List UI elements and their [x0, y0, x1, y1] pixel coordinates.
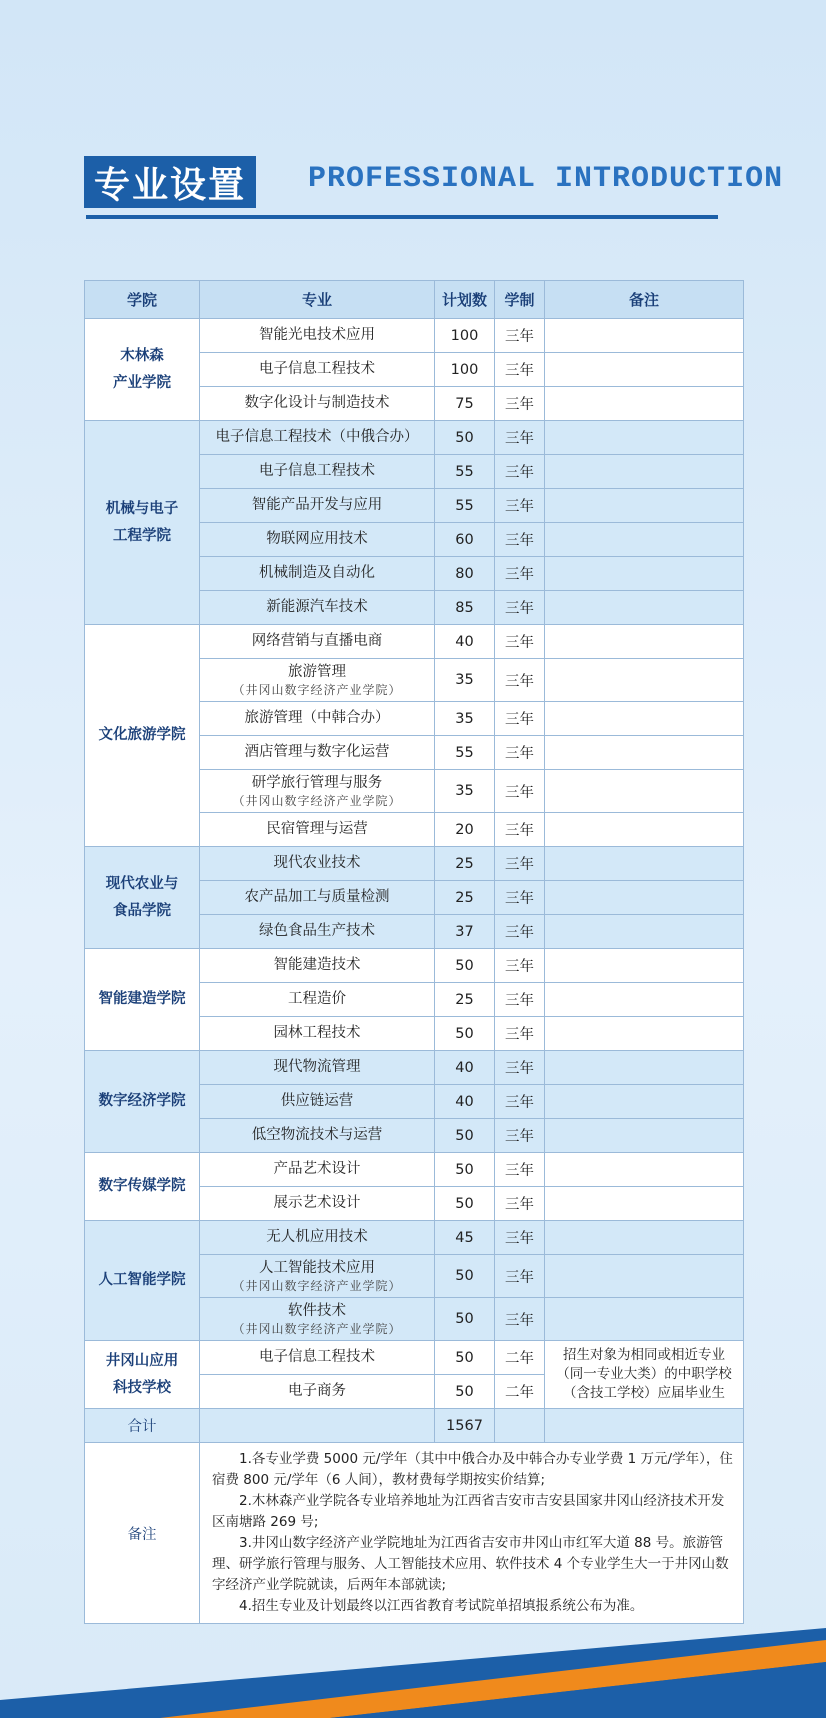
- major-name: 园林工程技术: [273, 1025, 361, 1041]
- major-name: 低空物流技术与运营: [251, 1127, 383, 1143]
- major-name: 无人机应用技术: [266, 1229, 368, 1245]
- plan-count-cell: 80: [435, 557, 495, 591]
- college-name-line: 机械与电子: [105, 500, 179, 517]
- plan-count-cell: 50: [435, 949, 495, 983]
- plan-count-cell: 60: [435, 523, 495, 557]
- duration-cell: 三年: [495, 1298, 545, 1341]
- duration-cell: 三年: [495, 489, 545, 523]
- major-name: 民宿管理与运营: [266, 821, 368, 837]
- plan-count-cell: 40: [435, 1051, 495, 1085]
- duration-cell: 三年: [495, 949, 545, 983]
- plan-count-cell: 25: [435, 847, 495, 881]
- plan-count-cell: 100: [435, 319, 495, 353]
- col-header-college: 学院: [85, 281, 200, 319]
- major-cell: [200, 1119, 435, 1153]
- major-name: 网络营销与直播电商: [251, 633, 383, 649]
- college-cell: [85, 1153, 200, 1221]
- major-name: 人工智能技术应用: [259, 1259, 375, 1276]
- plan-count-cell: 50: [435, 421, 495, 455]
- duration-cell: 三年: [495, 1187, 545, 1221]
- col-header-major: 专业: [200, 281, 435, 319]
- plan-count-cell: 50: [435, 1017, 495, 1051]
- duration-cell: 三年: [495, 770, 545, 813]
- college-cell: [85, 625, 200, 847]
- note-cell: [545, 319, 744, 353]
- college-name-line: 井冈山应用: [105, 1352, 179, 1369]
- plan-count-cell: 45: [435, 1221, 495, 1255]
- college-name-line: 数字传媒学院: [98, 1178, 186, 1194]
- major-cell: [200, 1341, 435, 1375]
- note-cell: [545, 659, 744, 702]
- plan-count-cell: 35: [435, 659, 495, 702]
- plan-count-cell: 100: [435, 353, 495, 387]
- major-location-note: （井冈山数字经济产业学院）: [232, 793, 402, 808]
- college-name-line: 食品学院: [113, 902, 171, 919]
- col-header-plan: 计划数: [435, 281, 495, 319]
- major-name: 电子信息工程技术: [259, 361, 375, 377]
- duration-cell: 三年: [495, 813, 545, 847]
- plan-count-cell: 40: [435, 1085, 495, 1119]
- major-cell: [200, 557, 435, 591]
- college-name-line: 科技学校: [113, 1379, 171, 1396]
- major-name: 工程造价: [288, 991, 346, 1007]
- major-name: 旅游管理: [288, 663, 346, 680]
- plan-count-cell: 35: [435, 702, 495, 736]
- note-cell: [545, 1119, 744, 1153]
- total-empty-cell: [545, 1409, 744, 1443]
- duration-cell: 三年: [495, 1119, 545, 1153]
- duration-cell: 三年: [495, 625, 545, 659]
- major-name: 软件技术: [288, 1302, 346, 1319]
- major-name: 数字化设计与制造技术: [244, 395, 390, 411]
- duration-cell: 三年: [495, 455, 545, 489]
- major-cell: [200, 1298, 435, 1341]
- major-name: 电子信息工程技术: [259, 463, 375, 479]
- note-line: （同一专业大类）的中职学校: [556, 1366, 732, 1382]
- major-name: 机械制造及自动化: [259, 565, 375, 581]
- major-cell: [200, 523, 435, 557]
- major-name: 新能源汽车技术: [266, 599, 368, 615]
- total-plan-count: 1567: [435, 1409, 495, 1443]
- duration-cell: 三年: [495, 736, 545, 770]
- college-cell: [85, 319, 200, 421]
- remarks-item: 2.木林森产业学院各专业培养地址为江西省吉安市吉安县国家井冈山经济技术开发区南塘路 269 号;: [212, 1493, 725, 1530]
- duration-cell: 三年: [495, 591, 545, 625]
- college-name-line: 工程学院: [113, 527, 171, 544]
- plan-count-cell: 20: [435, 813, 495, 847]
- plan-count-cell: 25: [435, 881, 495, 915]
- table-row: [85, 421, 744, 455]
- note-cell: [545, 1017, 744, 1051]
- duration-cell: 三年: [495, 523, 545, 557]
- major-name: 展示艺术设计: [273, 1195, 361, 1211]
- plan-count-cell: 55: [435, 455, 495, 489]
- note-line: 招生对象为相同或相近专业: [563, 1347, 725, 1363]
- table-row: [85, 319, 744, 353]
- note-cell: [545, 489, 744, 523]
- note-cell: [545, 736, 744, 770]
- major-cell: [200, 702, 435, 736]
- major-name: 电子商务: [288, 1383, 346, 1399]
- duration-cell: 三年: [495, 319, 545, 353]
- duration-cell: 二年: [495, 1341, 545, 1375]
- plan-count-cell: 25: [435, 983, 495, 1017]
- college-cell: [85, 421, 200, 625]
- plan-count-cell: 55: [435, 736, 495, 770]
- major-cell: [200, 1017, 435, 1051]
- duration-cell: 三年: [495, 881, 545, 915]
- duration-cell: 三年: [495, 915, 545, 949]
- college-name-line: 数字经济学院: [98, 1093, 186, 1109]
- major-cell: [200, 736, 435, 770]
- major-cell: [200, 813, 435, 847]
- plan-count-cell: 40: [435, 625, 495, 659]
- major-name: 研学旅行管理与服务: [251, 774, 383, 791]
- college-name-line: 木林森: [120, 347, 164, 364]
- total-empty-cell: [495, 1409, 545, 1443]
- remarks-row: [85, 1443, 744, 1624]
- table-row: [85, 1341, 744, 1375]
- table-header-row: [85, 281, 744, 319]
- duration-cell: 三年: [495, 1153, 545, 1187]
- college-name-line: 现代农业与: [105, 875, 179, 892]
- note-cell: [545, 455, 744, 489]
- section-title-cn: 专业设置: [84, 156, 256, 208]
- plan-count-cell: 50: [435, 1119, 495, 1153]
- plan-count-cell: 35: [435, 770, 495, 813]
- note-cell: [545, 625, 744, 659]
- major-location-note: （井冈山数字经济产业学院）: [232, 1321, 402, 1336]
- note-cell: [545, 1221, 744, 1255]
- major-name: 现代农业技术: [273, 855, 361, 871]
- remarks-label: 备注: [85, 1443, 200, 1624]
- duration-cell: 三年: [495, 353, 545, 387]
- table-row: [85, 625, 744, 659]
- note-cell: [545, 881, 744, 915]
- plan-count-cell: 50: [435, 1375, 495, 1409]
- duration-cell: 三年: [495, 659, 545, 702]
- duration-cell: 三年: [495, 1017, 545, 1051]
- duration-cell: 三年: [495, 983, 545, 1017]
- col-header-note: 备注: [545, 281, 744, 319]
- note-cell: [545, 1187, 744, 1221]
- plan-count-cell: 85: [435, 591, 495, 625]
- major-cell: [200, 421, 435, 455]
- major-cell: [200, 1153, 435, 1187]
- plan-count-cell: 75: [435, 387, 495, 421]
- duration-cell: 三年: [495, 387, 545, 421]
- table-row: [85, 847, 744, 881]
- note-cell: [545, 847, 744, 881]
- major-cell: [200, 1051, 435, 1085]
- table-row: [85, 1051, 744, 1085]
- major-cell: [200, 1187, 435, 1221]
- major-name: 酒店管理与数字化运营: [244, 744, 390, 760]
- college-cell: [85, 1221, 200, 1341]
- note-cell: [545, 915, 744, 949]
- note-cell: [545, 1153, 744, 1187]
- duration-cell: 三年: [495, 421, 545, 455]
- major-cell: [200, 1255, 435, 1298]
- section-title-en: PROFESSIONAL INTRODUCTION: [308, 162, 784, 196]
- remarks-content: [200, 1443, 744, 1624]
- major-cell: [200, 770, 435, 813]
- note-cell: [545, 1298, 744, 1341]
- note-cell: [545, 983, 744, 1017]
- note-cell: [545, 353, 744, 387]
- college-name-line: 智能建造学院: [98, 991, 186, 1007]
- major-name: 电子信息工程技术（中俄合办）: [215, 429, 419, 445]
- major-cell: [200, 881, 435, 915]
- plan-count-cell: 55: [435, 489, 495, 523]
- major-location-note: （井冈山数字经济产业学院）: [232, 1278, 402, 1293]
- note-cell: [545, 1255, 744, 1298]
- duration-cell: 三年: [495, 847, 545, 881]
- note-cell: [545, 591, 744, 625]
- remarks-item: 4.招生专业及计划最终以江西省教育考试院单招填报系统公布为准。: [239, 1598, 644, 1614]
- major-cell: [200, 591, 435, 625]
- college-name-line: 人工智能学院: [98, 1272, 186, 1288]
- major-location-note: （井冈山数字经济产业学院）: [232, 682, 402, 697]
- major-cell: [200, 983, 435, 1017]
- duration-cell: 三年: [495, 1255, 545, 1298]
- note-cell: [545, 1085, 744, 1119]
- total-row: [85, 1409, 744, 1443]
- table-row: [85, 949, 744, 983]
- college-cell: [85, 1051, 200, 1153]
- title-underline: [86, 215, 718, 219]
- total-empty-cell: [200, 1409, 435, 1443]
- major-name: 旅游管理（中韩合办）: [244, 710, 390, 726]
- note-cell: [545, 702, 744, 736]
- note-cell: [545, 421, 744, 455]
- plan-count-cell: 50: [435, 1341, 495, 1375]
- plan-count-cell: 50: [435, 1187, 495, 1221]
- major-name: 电子信息工程技术: [259, 1349, 375, 1365]
- table-row: [85, 1221, 744, 1255]
- remarks-item: 3.井冈山数字经济产业学院地址为江西省吉安市井冈山市红军大道 88 号。旅游管理、研学旅行管理与服务、人工智能技术应用、软件技术 4 个专业学生大一于井冈山数字经济产业学院就读，后两年本部就读;: [212, 1535, 729, 1593]
- major-cell: [200, 847, 435, 881]
- college-name-line: 产业学院: [113, 374, 171, 391]
- duration-cell: 三年: [495, 702, 545, 736]
- college-cell: [85, 1341, 200, 1409]
- major-cell: [200, 659, 435, 702]
- major-cell: [200, 1085, 435, 1119]
- duration-cell: 三年: [495, 1051, 545, 1085]
- major-name: 绿色食品生产技术: [259, 923, 375, 939]
- college-cell: [85, 847, 200, 949]
- note-cell: [545, 770, 744, 813]
- major-name: 智能产品开发与应用: [251, 497, 383, 513]
- note-cell: [545, 523, 744, 557]
- plan-count-cell: 50: [435, 1255, 495, 1298]
- major-name: 现代物流管理: [273, 1059, 361, 1075]
- major-cell: [200, 353, 435, 387]
- major-cell: [200, 319, 435, 353]
- remarks-item: 1.各专业学费 5000 元/学年（其中中俄合办及中韩合办专业学费 1 万元/学年），住宿费 800 元/学年（6 人间），教材费每学期按实价结算;: [212, 1451, 733, 1488]
- major-name: 农产品加工与质量检测: [244, 889, 390, 905]
- duration-cell: 三年: [495, 1221, 545, 1255]
- table-body: [85, 319, 744, 1624]
- note-cell: [545, 557, 744, 591]
- major-name: 产品艺术设计: [273, 1161, 361, 1177]
- major-name: 供应链运营: [280, 1093, 354, 1109]
- note-line: （含技工学校）应届毕业生: [563, 1385, 725, 1401]
- majors-table: [84, 280, 744, 1624]
- major-name: 物联网应用技术: [266, 531, 368, 547]
- note-cell: [545, 1341, 744, 1409]
- plan-count-cell: 50: [435, 1153, 495, 1187]
- college-cell: [85, 949, 200, 1051]
- table-row: [85, 1153, 744, 1187]
- plan-count-cell: 37: [435, 915, 495, 949]
- major-name: 智能光电技术应用: [259, 327, 375, 343]
- major-cell: [200, 1375, 435, 1409]
- note-cell: [545, 387, 744, 421]
- note-cell: [545, 1051, 744, 1085]
- major-cell: [200, 387, 435, 421]
- college-name-line: 文化旅游学院: [98, 727, 186, 743]
- duration-cell: 二年: [495, 1375, 545, 1409]
- major-cell: [200, 625, 435, 659]
- major-cell: [200, 455, 435, 489]
- major-cell: [200, 949, 435, 983]
- note-cell: [545, 813, 744, 847]
- major-cell: [200, 915, 435, 949]
- major-cell: [200, 1221, 435, 1255]
- major-name: 智能建造技术: [273, 957, 361, 973]
- col-header-years: 学制: [495, 281, 545, 319]
- total-label: 合计: [85, 1409, 200, 1443]
- plan-count-cell: 50: [435, 1298, 495, 1341]
- duration-cell: 三年: [495, 1085, 545, 1119]
- major-cell: [200, 489, 435, 523]
- duration-cell: 三年: [495, 557, 545, 591]
- note-cell: [545, 949, 744, 983]
